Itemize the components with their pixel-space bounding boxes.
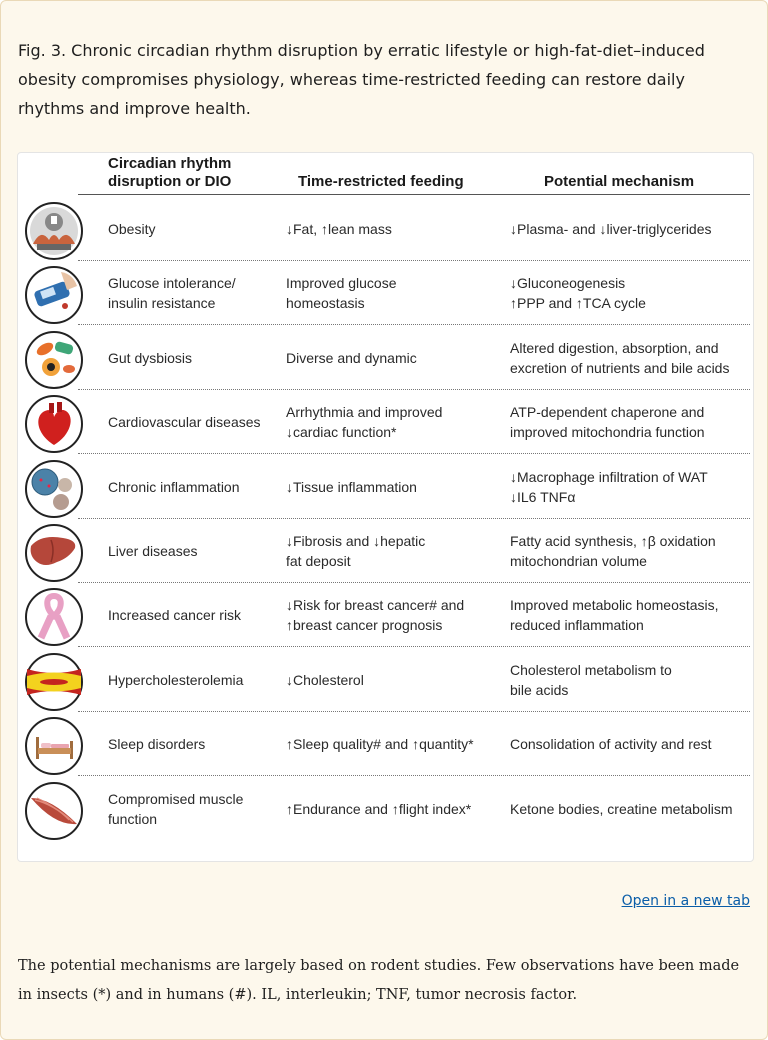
row-condition: Increased cancer risk <box>108 607 242 624</box>
muscle-icon <box>21 780 87 842</box>
artery-plaque-icon <box>21 651 87 713</box>
row-condition: Cardiovascular diseases <box>108 414 261 431</box>
header-mechanism: Potential mechanism <box>544 173 695 190</box>
row-condition: Liver diseases <box>108 543 198 559</box>
row-condition: Sleep disorders <box>108 736 206 753</box>
row-condition: Chronic inflammation <box>108 478 240 495</box>
table-row <box>18 197 753 261</box>
row-mechanism: ATP-dependent chaperone and improved mitochondria function <box>510 404 705 441</box>
row-condition: Hypercholesterolemia <box>108 671 244 688</box>
pink-ribbon-icon <box>21 586 87 648</box>
row-trf-effect: Arrhythmia and improved ↓cardiac function* <box>286 404 443 441</box>
table-row <box>18 648 753 712</box>
table-row <box>18 519 753 583</box>
row-mechanism: Cholesterol metabolism to bile acids <box>510 661 672 698</box>
row-trf-effect: ↓Fibrosis and ↓hepatic fat deposit <box>286 533 426 569</box>
scale-icon <box>21 200 87 262</box>
row-mechanism: ↓Macrophage infiltration of WAT ↓IL6 TNFα <box>510 468 708 505</box>
row-condition: Obesity <box>108 221 156 237</box>
row-trf-effect: ↑Sleep quality# and ↑quantity* <box>286 736 474 753</box>
inflammation-cells-icon <box>21 458 87 520</box>
row-trf-effect: Diverse and dynamic <box>286 349 417 366</box>
row-mechanism: Fatty acid synthesis, ↑β oxidation mitochondrian volume <box>510 533 716 569</box>
row-mechanism: ↓Gluconeogenesis ↑PPP and ↑TCA cycle <box>510 275 646 312</box>
row-mechanism: Altered digestion, absorption, and excretion of nutrients and bile acids <box>510 339 730 376</box>
open-new-tab-link[interactable]: Open in a new tab <box>621 893 750 909</box>
row-mechanism: Ketone bodies, creatine metabolism <box>510 800 733 817</box>
table-row <box>18 326 753 390</box>
row-trf-effect: ↓Tissue inflammation <box>286 478 417 495</box>
header-condition: Circadian rhythm disruption or DIO <box>108 155 232 190</box>
figure-footnote: The potential mechanisms are largely based on rodent studies. Few observations have been made in insects (*) and in humans (#). IL, interleukin; TNF, tumor necrosis factor. <box>18 958 740 1003</box>
figure-table <box>17 152 754 862</box>
liver-icon <box>21 522 87 584</box>
row-trf-effect: Improved glucose homeostasis <box>286 275 397 312</box>
row-condition: Gut dysbiosis <box>108 349 193 366</box>
row-trf-effect: ↓Risk for breast cancer# and ↑breast cancer prognosis <box>286 597 465 634</box>
row-trf-effect: ↑Endurance and ↑flight index* <box>286 800 472 817</box>
bed-icon <box>21 715 87 777</box>
table-row <box>18 712 753 776</box>
row-condition: Compromised muscle function <box>108 790 244 827</box>
table-row <box>18 777 753 841</box>
table-row <box>18 583 753 647</box>
row-mechanism: ↓Plasma- and ↓liver-triglycerides <box>510 221 712 237</box>
row-trf-effect: ↓Cholesterol <box>286 671 364 688</box>
header-trf: Time-restricted feeding <box>298 173 464 190</box>
header-rule <box>78 194 750 195</box>
row-mechanism: Consolidation of activity and rest <box>510 736 712 753</box>
row-trf-effect: ↓Fat, ↑lean mass <box>286 221 392 237</box>
bacteria-icon <box>21 329 87 391</box>
table-row <box>18 261 753 325</box>
table-row <box>18 390 753 454</box>
figure-caption: Fig. 3. Chronic circadian rhythm disruption by erratic lifestyle or high-fat-diet–induced obesity compromises physiology, whereas time-restricted feeding can restore daily rhythms and improve health. <box>18 41 705 118</box>
glucose-meter-icon <box>21 264 87 326</box>
heart-icon <box>21 393 87 455</box>
table-row <box>18 455 753 519</box>
row-mechanism: Improved metabolic homeostasis, reduced inflammation <box>510 597 719 634</box>
row-condition: Glucose intolerance/ insulin resistance <box>108 275 236 312</box>
